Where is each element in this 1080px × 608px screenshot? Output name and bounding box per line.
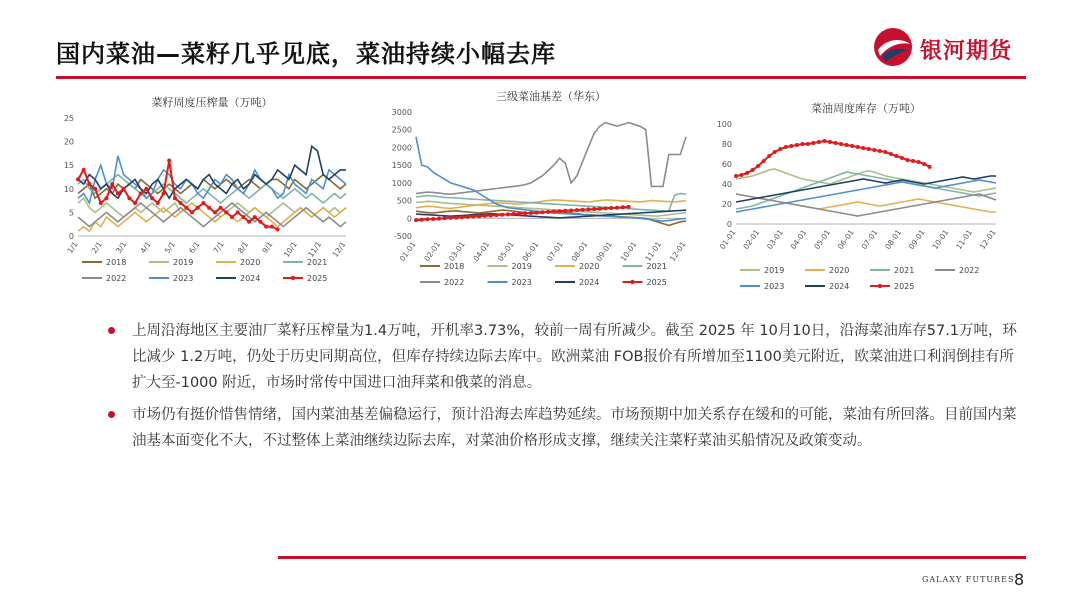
- x-tick-label: 07-01: [859, 227, 880, 252]
- y-tick-label: 0: [406, 214, 412, 224]
- brand-name: 银河期货: [920, 39, 1013, 64]
- series-point-2025: [523, 211, 527, 215]
- series-point-2025: [529, 211, 533, 215]
- series-point-2025: [762, 159, 766, 163]
- legend-label: 2022: [444, 278, 465, 287]
- series-point-2025: [592, 207, 596, 211]
- series-line-2020: [736, 194, 996, 212]
- y-tick-label: -500: [393, 232, 412, 241]
- series-point-2025: [247, 220, 251, 224]
- series-point-2025: [856, 145, 860, 149]
- y-tick-label: 20: [721, 200, 732, 209]
- series-point-2025: [93, 187, 97, 191]
- series-point-2025: [219, 206, 223, 210]
- series-point-2025: [230, 215, 234, 219]
- series-point-2025: [889, 152, 893, 156]
- x-tick-label: 01-01: [397, 239, 418, 264]
- series-point-2025: [604, 206, 608, 210]
- series-line-2022: [416, 123, 686, 195]
- legend-label: 2022: [106, 274, 127, 283]
- series-point-2025: [224, 210, 228, 214]
- legend-label: 2023: [511, 278, 532, 287]
- legend-label: 2019: [511, 262, 532, 271]
- x-tick-label: 02-01: [741, 227, 762, 252]
- series-point-2025: [483, 214, 487, 218]
- series-line-2024: [78, 146, 346, 198]
- page-title: 国内菜油—菜籽几乎见底，菜油持续小幅去库: [56, 40, 556, 68]
- x-tick-label: 6/1: [187, 239, 202, 256]
- series-point-2025: [184, 206, 188, 210]
- series-point-2025: [850, 144, 854, 148]
- x-tick-label: 1/1: [65, 239, 80, 256]
- commentary-list: [108, 318, 1028, 460]
- series-point-2025: [500, 213, 504, 217]
- series-point-2025: [906, 158, 910, 162]
- legend-label: 2023: [764, 282, 785, 291]
- series-point-2025: [552, 210, 556, 214]
- series-point-2025: [558, 209, 562, 213]
- series-point-2025: [156, 201, 160, 205]
- legend-label: 2020: [240, 258, 261, 267]
- chart-title: 三级菜油基差（华东）: [496, 90, 606, 103]
- x-tick-label: 12/1: [330, 239, 348, 259]
- brand-logo: [872, 26, 1032, 70]
- x-tick-label: 11-01: [954, 227, 975, 252]
- series-point-2025: [598, 207, 602, 211]
- x-tick-label: 06-01: [520, 239, 541, 264]
- series-point-2025: [751, 168, 755, 172]
- series-point-2025: [922, 162, 926, 166]
- y-tick-label: 100: [716, 120, 732, 129]
- series-point-2025: [196, 206, 200, 210]
- series-point-2025: [466, 215, 470, 219]
- series-point-2025: [767, 154, 771, 158]
- x-tick-label: 10-01: [930, 227, 951, 252]
- series-point-2025: [621, 205, 625, 209]
- legend-label: 2019: [764, 266, 785, 275]
- y-tick-label: 2000: [391, 143, 412, 153]
- footer-brand: GALAXY FUTURES: [922, 575, 1015, 584]
- series-point-2025: [800, 142, 804, 146]
- series-point-2025: [477, 214, 481, 218]
- series-point-2025: [575, 208, 579, 212]
- x-tick-label: 3/1: [114, 239, 129, 256]
- series-point-2025: [190, 210, 194, 214]
- x-tick-label: 05-01: [812, 227, 833, 252]
- series-point-2025: [264, 225, 268, 229]
- series-point-2025: [740, 173, 744, 177]
- x-tick-label: 12-01: [667, 239, 688, 264]
- legend-label: 2021: [646, 262, 667, 271]
- inventory-chart: [706, 90, 1006, 300]
- series-point-2025: [116, 192, 120, 196]
- legend-label: 2021: [307, 258, 328, 267]
- series-point-2025: [795, 143, 799, 147]
- series-point-2025: [834, 141, 838, 145]
- series-point-2025: [839, 142, 843, 146]
- x-tick-label: 12-01: [977, 227, 998, 252]
- legend-label: 2024: [579, 278, 600, 287]
- page-number: 8: [1014, 570, 1025, 589]
- x-tick-label: 09-01: [906, 227, 927, 252]
- x-tick-label: 03-01: [446, 239, 467, 264]
- series-point-2025: [162, 192, 166, 196]
- series-point-2025: [76, 177, 80, 181]
- series-point-2025: [894, 154, 898, 158]
- series-point-2025: [789, 144, 793, 148]
- series-point-2025: [817, 140, 821, 144]
- y-tick-label: 60: [721, 160, 732, 169]
- series-point-2025: [213, 210, 217, 214]
- series-point-2025: [917, 160, 921, 164]
- x-tick-label: 4/1: [138, 239, 153, 256]
- series-point-2025: [745, 171, 749, 175]
- series-point-2025: [828, 140, 832, 144]
- series-point-2025: [569, 209, 573, 213]
- series-point-2025: [883, 150, 887, 154]
- series-line-2021: [416, 194, 686, 212]
- series-point-2025: [878, 149, 882, 153]
- series-point-2025: [540, 210, 544, 214]
- series-point-2025: [87, 182, 91, 186]
- chart-title: 菜油周度库存（万吨）: [811, 102, 921, 115]
- series-line-2022: [78, 203, 346, 227]
- series-point-2025: [867, 147, 871, 151]
- bottom-divider: [278, 556, 1026, 559]
- x-tick-label: 11/1: [306, 239, 324, 259]
- series-point-2025: [236, 210, 240, 214]
- series-point-2025: [784, 145, 788, 149]
- chart-svg: [706, 90, 1006, 300]
- series-point-2025: [127, 196, 131, 200]
- series-point-2025: [431, 217, 435, 221]
- x-tick-label: 01-01: [717, 227, 738, 252]
- x-tick-label: 09-01: [594, 239, 615, 264]
- legend-label: 2025: [646, 278, 667, 287]
- series-point-2025: [734, 174, 738, 178]
- series-point-2025: [201, 201, 205, 205]
- y-tick-label: 0: [726, 220, 732, 229]
- series-point-2025: [911, 159, 915, 163]
- series-point-2025: [900, 156, 904, 160]
- series-point-2025: [811, 141, 815, 145]
- series-line-2023: [736, 180, 996, 212]
- legend-label: 2022: [959, 266, 980, 275]
- series-point-2025: [512, 212, 516, 216]
- legend-marker: [291, 276, 295, 280]
- series-point-2025: [586, 207, 590, 211]
- series-point-2025: [259, 220, 263, 224]
- series-point-2025: [460, 215, 464, 219]
- x-tick-label: 7/1: [211, 239, 226, 256]
- legend-label: 2024: [240, 274, 261, 283]
- legend-label: 2020: [579, 262, 600, 271]
- series-point-2025: [506, 212, 510, 216]
- series-point-2025: [253, 215, 257, 219]
- y-tick-label: 1000: [391, 178, 412, 188]
- legend-label: 2025: [307, 274, 328, 283]
- y-tick-label: 20: [63, 137, 74, 147]
- chart-title: 菜籽周度压榨量（万吨）: [151, 96, 273, 109]
- series-point-2025: [173, 196, 177, 200]
- basis-chart: [380, 90, 696, 300]
- series-point-2025: [489, 214, 493, 218]
- series-point-2025: [563, 209, 567, 213]
- y-tick-label: 80: [721, 140, 732, 149]
- legend-label: 2021: [894, 266, 915, 275]
- x-tick-label: 05-01: [495, 239, 516, 264]
- chart-svg: [56, 90, 356, 300]
- series-point-2025: [82, 168, 86, 172]
- series-point-2025: [426, 217, 430, 221]
- series-point-2025: [144, 187, 148, 191]
- series-point-2025: [179, 201, 183, 205]
- commentary-item: [108, 318, 1028, 396]
- series-point-2025: [845, 143, 849, 147]
- x-tick-label: 10-01: [618, 239, 639, 264]
- series-point-2025: [471, 215, 475, 219]
- series-point-2025: [139, 192, 143, 196]
- legend-label: 2023: [173, 274, 194, 283]
- chart-svg: [380, 90, 696, 300]
- series-point-2025: [167, 159, 171, 163]
- x-tick-label: 8/1: [235, 239, 251, 256]
- legend-marker: [630, 280, 634, 284]
- series-point-2025: [454, 216, 458, 220]
- x-tick-label: 9/1: [260, 239, 275, 256]
- series-point-2025: [207, 206, 211, 210]
- series-point-2025: [105, 196, 109, 200]
- series-point-2025: [443, 216, 447, 220]
- legend-label: 2019: [173, 258, 194, 267]
- y-tick-label: 10: [63, 184, 74, 194]
- bullet-dot-icon: [108, 411, 115, 418]
- series-point-2025: [823, 139, 827, 143]
- series-point-2025: [928, 165, 932, 169]
- series-point-2025: [449, 216, 453, 220]
- legend-marker: [878, 284, 882, 288]
- y-tick-label: 3000: [391, 108, 412, 117]
- legend-label: 2018: [444, 262, 465, 271]
- y-tick-label: 500: [396, 196, 412, 206]
- top-divider: [56, 76, 1026, 79]
- commentary-text: 市场仍有挺价惜售情绪，国内菜油基差偏稳运行，预计沿海去库趋势延续。市场预期中加关系存在缓和的可能，菜油有所回落。目前国内菜油基本面变化不大，不过整体上菜油继续边际去库，对菜油价格形成支撑，继续关注菜籽菜油买船情况及政策变动。: [132, 407, 1017, 449]
- x-tick-label: 08-01: [569, 239, 590, 264]
- series-point-2025: [546, 210, 550, 214]
- y-tick-label: 40: [721, 180, 732, 189]
- legend-label: 2018: [106, 258, 127, 267]
- series-point-2025: [609, 206, 613, 210]
- y-tick-label: 15: [63, 161, 74, 171]
- x-tick-label: 2/1: [89, 239, 105, 256]
- commentary-text: 上周沿海地区主要油厂菜籽压榨量为1.4万吨，开机率3.73%，较前一周有所减少。截至 2025 年 10月10日，沿海菜油库存57.1万吨，环比减少 1.2万吨，仍处于历史同期高位，但库存持续边际去库中。欧洲菜油 FOB报价有所增加至1100美元附近，欧菜油进口利润倒挂有所扩大至-1000 附近，市场时常传中国进口油拜菜和俄菜的消息。: [132, 323, 1018, 391]
- series-point-2025: [581, 208, 585, 212]
- legend-label: 2024: [829, 282, 850, 291]
- series-point-2025: [270, 225, 274, 229]
- commentary-item: [108, 402, 1028, 454]
- series-point-2025: [99, 201, 103, 205]
- x-tick-label: 5/1: [162, 239, 178, 256]
- legend-label: 2025: [894, 282, 915, 291]
- series-point-2025: [437, 217, 441, 221]
- series-point-2025: [872, 148, 876, 152]
- series-point-2025: [133, 201, 137, 205]
- y-tick-label: 2500: [391, 125, 412, 135]
- series-point-2025: [773, 150, 777, 154]
- x-tick-label: 06-01: [835, 227, 856, 252]
- series-point-2025: [806, 142, 810, 146]
- x-tick-label: 03-01: [765, 227, 785, 252]
- bullet-dot-icon: [108, 327, 115, 334]
- x-tick-label: 02-01: [422, 239, 443, 264]
- crush-volume-chart: [56, 90, 356, 300]
- y-tick-label: 0: [68, 232, 74, 241]
- series-point-2025: [535, 211, 539, 215]
- series-point-2025: [241, 215, 245, 219]
- series-point-2025: [494, 213, 498, 217]
- series-point-2025: [627, 205, 631, 209]
- y-tick-label: 25: [63, 114, 74, 123]
- series-point-2025: [122, 187, 126, 191]
- x-tick-label: 10/1: [281, 239, 299, 259]
- x-tick-label: 04-01: [788, 227, 809, 252]
- series-point-2025: [150, 196, 154, 200]
- galaxy-logo-icon: [872, 26, 914, 68]
- x-tick-label: 11-01: [643, 239, 664, 264]
- series-point-2025: [420, 218, 424, 222]
- series-point-2025: [517, 212, 521, 216]
- y-tick-label: 5: [68, 208, 74, 218]
- x-tick-label: 07-01: [545, 239, 565, 264]
- x-tick-label: 04-01: [471, 239, 492, 264]
- series-point-2025: [778, 147, 782, 151]
- series-point-2025: [276, 227, 280, 231]
- series-point-2025: [861, 146, 865, 150]
- y-tick-label: 1500: [391, 161, 412, 171]
- series-point-2025: [414, 218, 418, 222]
- series-point-2025: [756, 164, 760, 168]
- series-point-2025: [110, 182, 114, 186]
- legend-label: 2020: [829, 266, 850, 275]
- series-point-2025: [615, 206, 619, 210]
- x-tick-label: 08-01: [883, 227, 904, 252]
